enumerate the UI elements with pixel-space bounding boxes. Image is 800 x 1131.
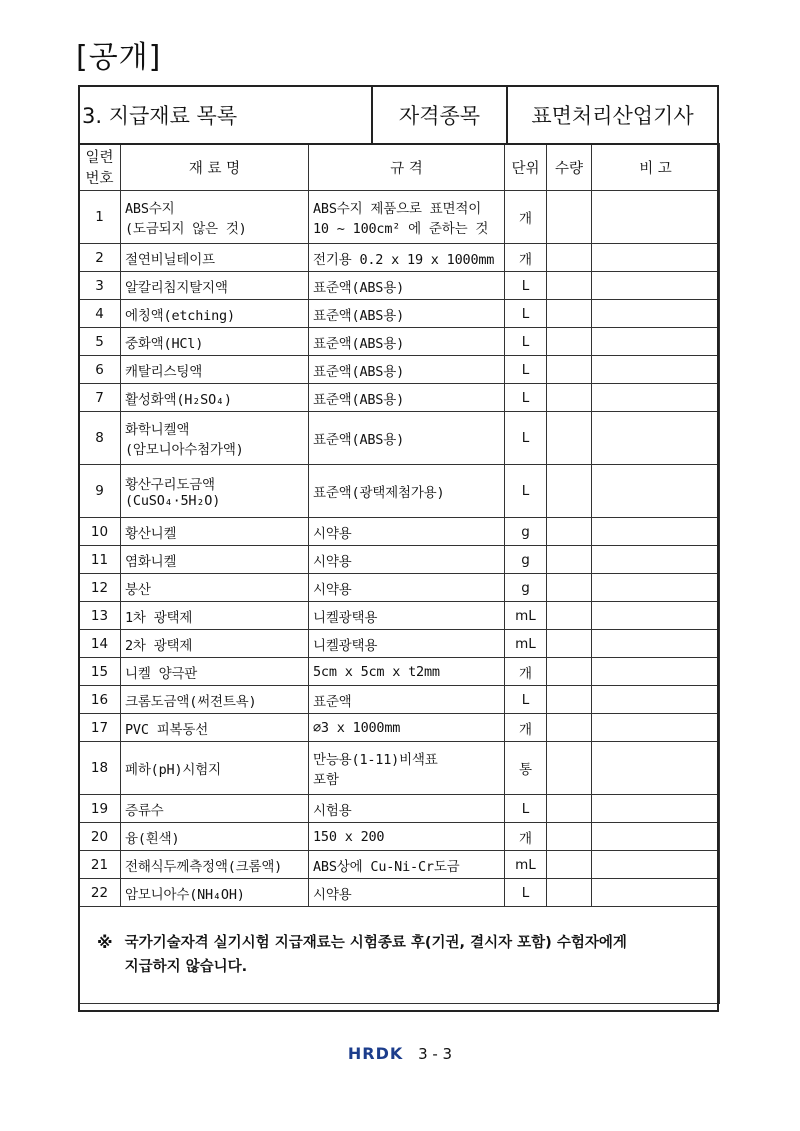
material-name-line: (CuSO₄·5H₂O) — [125, 493, 221, 509]
cell-qty — [547, 300, 592, 328]
spec-line: 150 x 200 — [313, 828, 385, 845]
cell-note — [592, 714, 720, 742]
material-name-line: 니켈 양극판 — [125, 665, 198, 682]
cell-serial-no: 13 — [79, 602, 121, 630]
cell-unit: g — [505, 574, 547, 602]
header-serial-no — [79, 144, 121, 191]
table-row — [79, 328, 720, 356]
cell-note — [592, 879, 720, 907]
cell-material-name — [121, 546, 309, 574]
cell-qty — [547, 272, 592, 300]
spec-line: 시약용 — [313, 553, 352, 570]
title-block — [78, 85, 719, 143]
cell-spec — [309, 851, 505, 879]
table-row — [79, 272, 720, 300]
material-name-line: 2차 광택제 — [125, 637, 193, 654]
spec-line: 표준액 — [313, 693, 352, 710]
cell-note — [592, 412, 720, 465]
table-row — [79, 658, 720, 686]
note-line-1: 국가기술자격 실기시험 지급재료는 시험종료 후(기권, 결시자 포함) 수험자에게 — [124, 935, 627, 951]
cell-note — [592, 518, 720, 546]
cell-spec — [309, 658, 505, 686]
spec-line: 표준액(ABS용) — [313, 279, 405, 296]
cell-spec — [309, 602, 505, 630]
cell-qty — [547, 191, 592, 244]
material-name-line: (암모니아수첨가액) — [125, 442, 244, 458]
material-name-line: 중화액(HCl) — [125, 335, 204, 352]
cell-serial-no: 12 — [79, 574, 121, 602]
cell-material-name — [121, 630, 309, 658]
spec-line: 10 ~ 100cm² 에 준하는 것 — [313, 221, 489, 237]
cell-unit: 개 — [505, 191, 547, 244]
cell-unit: 개 — [505, 244, 547, 272]
table-row — [79, 714, 720, 742]
cert-label: 자격종목 — [371, 87, 508, 143]
cell-serial-no: 20 — [79, 823, 121, 851]
cell-material-name — [121, 602, 309, 630]
table-row — [79, 795, 720, 823]
spec-line: ABS상에 Cu-Ni-Cr도금 — [313, 858, 460, 875]
table-row — [79, 465, 720, 518]
cell-material-name — [121, 879, 309, 907]
cell-serial-no: 11 — [79, 546, 121, 574]
cell-unit: L — [505, 412, 547, 465]
material-name-line: 황산구리도금액 — [125, 477, 215, 493]
spec-line: 표준액(ABS용) — [313, 335, 405, 352]
material-name-line: 증류수 — [125, 802, 164, 819]
cell-qty — [547, 546, 592, 574]
table-row — [79, 546, 720, 574]
cell-serial-no: 16 — [79, 686, 121, 714]
cell-note — [592, 574, 720, 602]
cell-unit: mL — [505, 851, 547, 879]
note-line-2: 지급하지 않습니다. — [124, 959, 248, 975]
cell-spec — [309, 191, 505, 244]
spec-line: 니켈광택용 — [313, 637, 378, 654]
cell-spec — [309, 356, 505, 384]
spec-line: 5cm x 5cm x t2mm — [313, 663, 440, 680]
table-row — [79, 823, 720, 851]
material-name-line: (도금되지 않은 것) — [125, 221, 247, 237]
table-row — [79, 574, 720, 602]
cell-note — [592, 602, 720, 630]
header-unit: 단위 — [505, 144, 547, 191]
cell-spec — [309, 300, 505, 328]
cell-material-name — [121, 300, 309, 328]
material-name-line: 전해식두께측정액(크롬액) — [125, 858, 283, 875]
cell-note — [592, 191, 720, 244]
cell-material-name — [121, 412, 309, 465]
material-name-line: 화학니켈액 — [125, 422, 190, 438]
cell-qty — [547, 574, 592, 602]
material-name-line: 에칭액(etching) — [125, 307, 235, 324]
table-row — [79, 518, 720, 546]
material-name-line: 절연비닐테이프 — [125, 251, 215, 268]
cell-unit: L — [505, 686, 547, 714]
document-header-label: [공개] — [76, 40, 162, 75]
cell-spec — [309, 384, 505, 412]
cell-spec — [309, 630, 505, 658]
spec-line: 만능용(1-11)비색표 — [313, 752, 438, 768]
cell-material-name — [121, 686, 309, 714]
table-row — [79, 686, 720, 714]
materials-table — [78, 143, 720, 1004]
cell-serial-no: 21 — [79, 851, 121, 879]
cell-spec — [309, 879, 505, 907]
material-name-line: PVC 피복동선 — [125, 721, 209, 738]
material-name-line: 1차 광택제 — [125, 609, 193, 626]
cell-unit: L — [505, 879, 547, 907]
cell-unit: mL — [505, 602, 547, 630]
cell-serial-no: 18 — [79, 742, 121, 795]
spec-line: 표준액(ABS용) — [313, 432, 405, 448]
cell-spec — [309, 518, 505, 546]
spec-line: 니켈광택용 — [313, 609, 378, 626]
cell-material-name — [121, 272, 309, 300]
table-row — [79, 879, 720, 907]
cell-serial-no: 7 — [79, 384, 121, 412]
cell-qty — [547, 602, 592, 630]
spec-line: 표준액(ABS용) — [313, 391, 405, 408]
spec-line: 표준액(광택제첨가용) — [313, 485, 445, 501]
material-name-line: 암모니아수(NH₄OH) — [125, 886, 245, 903]
cell-serial-no: 17 — [79, 714, 121, 742]
header-serial-line2: 번호 — [85, 171, 114, 187]
cell-material-name — [121, 191, 309, 244]
cell-spec — [309, 714, 505, 742]
table-row — [79, 412, 720, 465]
spec-line: 전기용 0.2 x 19 x 1000mm — [313, 251, 495, 268]
spec-line: 포함 — [313, 772, 339, 788]
cell-material-name — [121, 742, 309, 795]
cell-spec — [309, 328, 505, 356]
hrdk-logo: HRDK — [347, 1044, 404, 1063]
header-material-name: 재 료 명 — [121, 144, 309, 191]
cell-serial-no: 14 — [79, 630, 121, 658]
spec-line: ABS수지 제품으로 표면적이 — [313, 201, 482, 217]
material-name-line: 활성화액(H₂SO₄) — [125, 391, 232, 408]
cell-material-name — [121, 795, 309, 823]
cell-unit: mL — [505, 630, 547, 658]
cell-material-name — [121, 658, 309, 686]
header-qty: 수량 — [547, 144, 592, 191]
cell-unit: 개 — [505, 823, 547, 851]
material-name-line: 알칼리침지탈지액 — [125, 279, 228, 296]
page-number: 3 - 3 — [418, 1045, 453, 1063]
table-row — [79, 602, 720, 630]
cell-material-name — [121, 518, 309, 546]
spec-line: 시약용 — [313, 886, 352, 903]
cell-qty — [547, 244, 592, 272]
cell-note — [592, 244, 720, 272]
cert-value: 표면처리산업기사 — [531, 104, 694, 128]
table-row — [79, 300, 720, 328]
material-name-line: 융(흰색) — [125, 830, 180, 847]
cell-note — [592, 465, 720, 518]
cell-note — [592, 546, 720, 574]
material-name-line: 황산니켈 — [125, 525, 177, 542]
cell-qty — [547, 879, 592, 907]
header-serial-line1: 일련 — [85, 150, 114, 166]
cell-serial-no: 1 — [79, 191, 121, 244]
table-row — [79, 742, 720, 795]
cell-note — [592, 356, 720, 384]
cell-qty — [547, 714, 592, 742]
cell-qty — [547, 328, 592, 356]
cell-note — [592, 742, 720, 795]
cell-qty — [547, 823, 592, 851]
cell-qty — [547, 412, 592, 465]
cell-qty — [547, 742, 592, 795]
table-body — [79, 191, 720, 907]
table-row — [79, 356, 720, 384]
cell-unit: L — [505, 465, 547, 518]
cell-note — [592, 851, 720, 879]
cell-note — [592, 686, 720, 714]
cell-spec — [309, 686, 505, 714]
cell-unit: L — [505, 384, 547, 412]
cell-unit: L — [505, 795, 547, 823]
material-name-line: 캐탈리스팅액 — [125, 363, 203, 380]
cell-note — [592, 328, 720, 356]
cell-qty — [547, 630, 592, 658]
cell-spec — [309, 574, 505, 602]
note-cell — [79, 907, 720, 1004]
cell-serial-no: 6 — [79, 356, 121, 384]
exam-note — [83, 931, 715, 979]
cell-serial-no: 10 — [79, 518, 121, 546]
cell-serial-no: 3 — [79, 272, 121, 300]
cell-spec — [309, 272, 505, 300]
cell-serial-no: 22 — [79, 879, 121, 907]
cell-note — [592, 384, 720, 412]
cell-spec — [309, 465, 505, 518]
cell-qty — [547, 356, 592, 384]
cell-serial-no: 4 — [79, 300, 121, 328]
cell-note — [592, 658, 720, 686]
cell-note — [592, 300, 720, 328]
cell-material-name — [121, 356, 309, 384]
header-spec: 규 격 — [309, 144, 505, 191]
cell-material-name — [121, 465, 309, 518]
cell-qty — [547, 658, 592, 686]
section-title: 3. 지급재료 목록 — [82, 104, 238, 128]
cell-spec — [309, 795, 505, 823]
cell-qty — [547, 851, 592, 879]
cell-material-name — [121, 328, 309, 356]
cell-spec — [309, 546, 505, 574]
cell-serial-no: 9 — [79, 465, 121, 518]
table-row — [79, 851, 720, 879]
material-name-line: ABS수지 — [125, 201, 175, 217]
cell-material-name — [121, 574, 309, 602]
cell-spec — [309, 742, 505, 795]
cell-serial-no: 5 — [79, 328, 121, 356]
spec-line: 표준액(ABS용) — [313, 307, 405, 324]
spec-line: 시험용 — [313, 802, 352, 819]
cell-qty — [547, 795, 592, 823]
cell-material-name — [121, 384, 309, 412]
material-name-line: 크롬도금액(써젼트욕) — [125, 693, 257, 710]
cell-qty — [547, 465, 592, 518]
cell-material-name — [121, 851, 309, 879]
cell-note — [592, 823, 720, 851]
cell-spec — [309, 823, 505, 851]
cell-unit: L — [505, 356, 547, 384]
cell-unit: g — [505, 546, 547, 574]
table-row — [79, 191, 720, 244]
page-footer — [0, 1044, 800, 1063]
cell-serial-no: 2 — [79, 244, 121, 272]
cell-qty — [547, 686, 592, 714]
cell-spec — [309, 412, 505, 465]
material-name-line: 페하(pH)시험지 — [125, 762, 221, 778]
cell-material-name — [121, 714, 309, 742]
cell-qty — [547, 518, 592, 546]
table-row — [79, 244, 720, 272]
cell-unit: 개 — [505, 658, 547, 686]
cell-serial-no: 8 — [79, 412, 121, 465]
cell-unit: L — [505, 272, 547, 300]
cell-qty — [547, 384, 592, 412]
cell-material-name — [121, 823, 309, 851]
material-name-line: 붕산 — [125, 581, 151, 598]
cell-note — [592, 272, 720, 300]
spec-line: 시약용 — [313, 581, 352, 598]
cell-unit: L — [505, 328, 547, 356]
cell-serial-no: 15 — [79, 658, 121, 686]
cell-serial-no: 19 — [79, 795, 121, 823]
cell-unit: L — [505, 300, 547, 328]
material-name-line: 염화니켈 — [125, 553, 177, 570]
note-mark: ※ — [97, 933, 113, 952]
cell-material-name — [121, 244, 309, 272]
cell-unit: g — [505, 518, 547, 546]
spec-line: 표준액(ABS용) — [313, 363, 405, 380]
table-row — [79, 384, 720, 412]
spec-line: 시약용 — [313, 525, 352, 542]
note-row — [79, 907, 720, 1004]
cell-unit: 통 — [505, 742, 547, 795]
cell-spec — [309, 244, 505, 272]
table-header-row — [79, 144, 720, 191]
spec-line: ∅3 x 1000mm — [313, 719, 401, 736]
cell-note — [592, 795, 720, 823]
table-row — [79, 630, 720, 658]
cell-note — [592, 630, 720, 658]
cell-unit: 개 — [505, 714, 547, 742]
header-note: 비 고 — [592, 144, 720, 191]
